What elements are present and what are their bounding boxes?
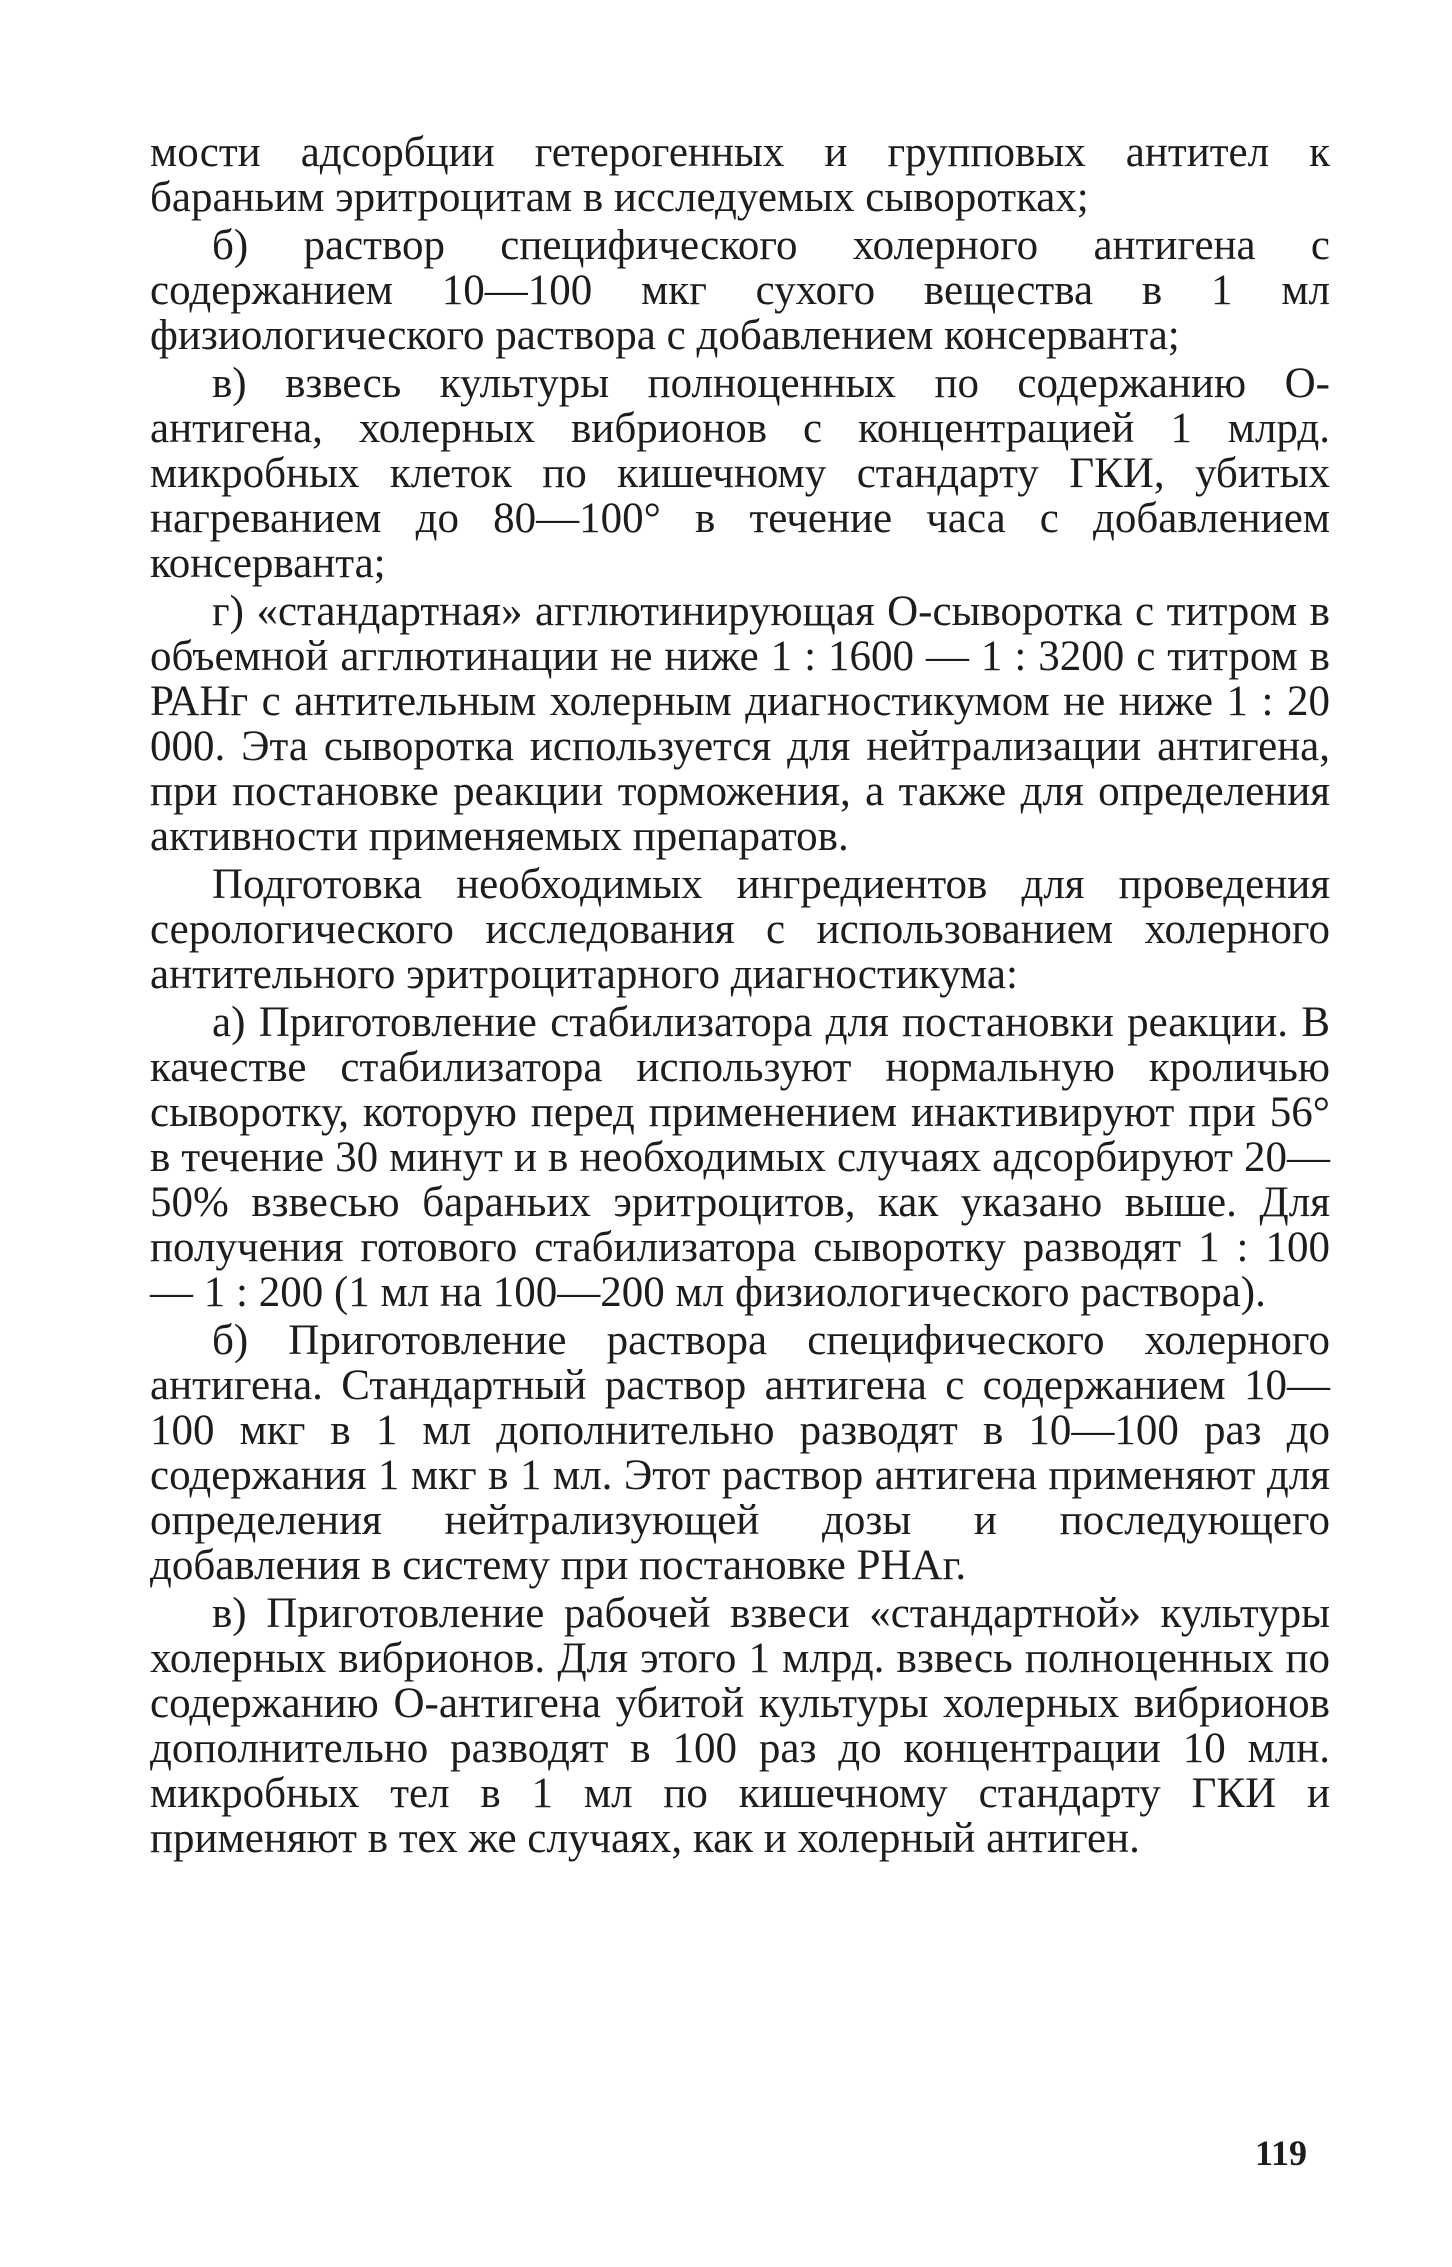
paragraph-step-a: а) Приготовление стабилизатора для постановки реакции. В качестве стабилизатора используют нормальную кроличью сыворотку, которую перед применением инактивируют при 56° в течение 30 минут и в необходимых случаях адсорбируют 20—50% взвесью бараньих эритроцитов, как указано выше. Для получения готового стабилизатора сыворотку разводят 1 : 100 — 1 : 200 (1 мл на 100—200 мл физиологического раствора). xyxy=(150,999,1330,1316)
page-number: 119 xyxy=(1255,2133,1308,2173)
paragraph-continuation: мости адсорбции гетерогенных и групповых антител к бараньим эритроцитам в исследуемых сыворотках; xyxy=(150,129,1330,221)
page-text xyxy=(150,130,1330,1864)
paragraph-preparation-intro: Подготовка необходимых ингредиентов для проведения серологического исследования с использованием холерного антительного эритроцитарного диагностикума: xyxy=(150,861,1330,998)
paragraph-item-b: б) раствор специфического холерного антигена с содержанием 10—100 мкг сухого вещества в 1 мл физиологического раствора с добавлением консерванта; xyxy=(150,222,1330,359)
paragraph-step-v: в) Приготовление рабочей взвеси «стандартной» культуры холерных вибрионов. Для этого 1 млрд. взвесь полноценных по содержанию О-антигена убитой культуры холерных вибрионов дополнительно разводят в 100 раз до концентрации 10 млн. микробных тел в 1 мл по кишечному стандарту ГКИ и применяют в тех же случаях, как и холерный антиген. xyxy=(150,1590,1330,1862)
paragraph-item-g: г) «стандартная» агглютинирующая О-сыворотка с титром в объемной агглютинации не ниже 1 : 1600 — 1 : 3200 с титром в РАНг с антительным холерным диагностикумом не ниже 1 : 20 000. Эта сыворотка используется для нейтрализации антигена, при постановке реакции торможения, а также для определения активности применяемых препаратов. xyxy=(150,588,1330,860)
paragraph-step-b: б) Приготовление раствора специфического холерного антигена. Стандартный раствор антигена с содержанием 10—100 мкг в 1 мл дополнительно разводят в 10—100 раз до содержания 1 мкг в 1 мл. Этот раствор антигена применяют для определения нейтрализующей дозы и последующего добавления в систему при постановке РНАг. xyxy=(150,1317,1330,1589)
paragraph-item-v: в) взвесь культуры полноценных по содержанию О-антигена, холерных вибрионов с концентрацией 1 млрд. микробных клеток по кишечному стандарту ГКИ, убитых нагреванием до 80—100° в течение часа с добавлением консерванта; xyxy=(150,360,1330,587)
